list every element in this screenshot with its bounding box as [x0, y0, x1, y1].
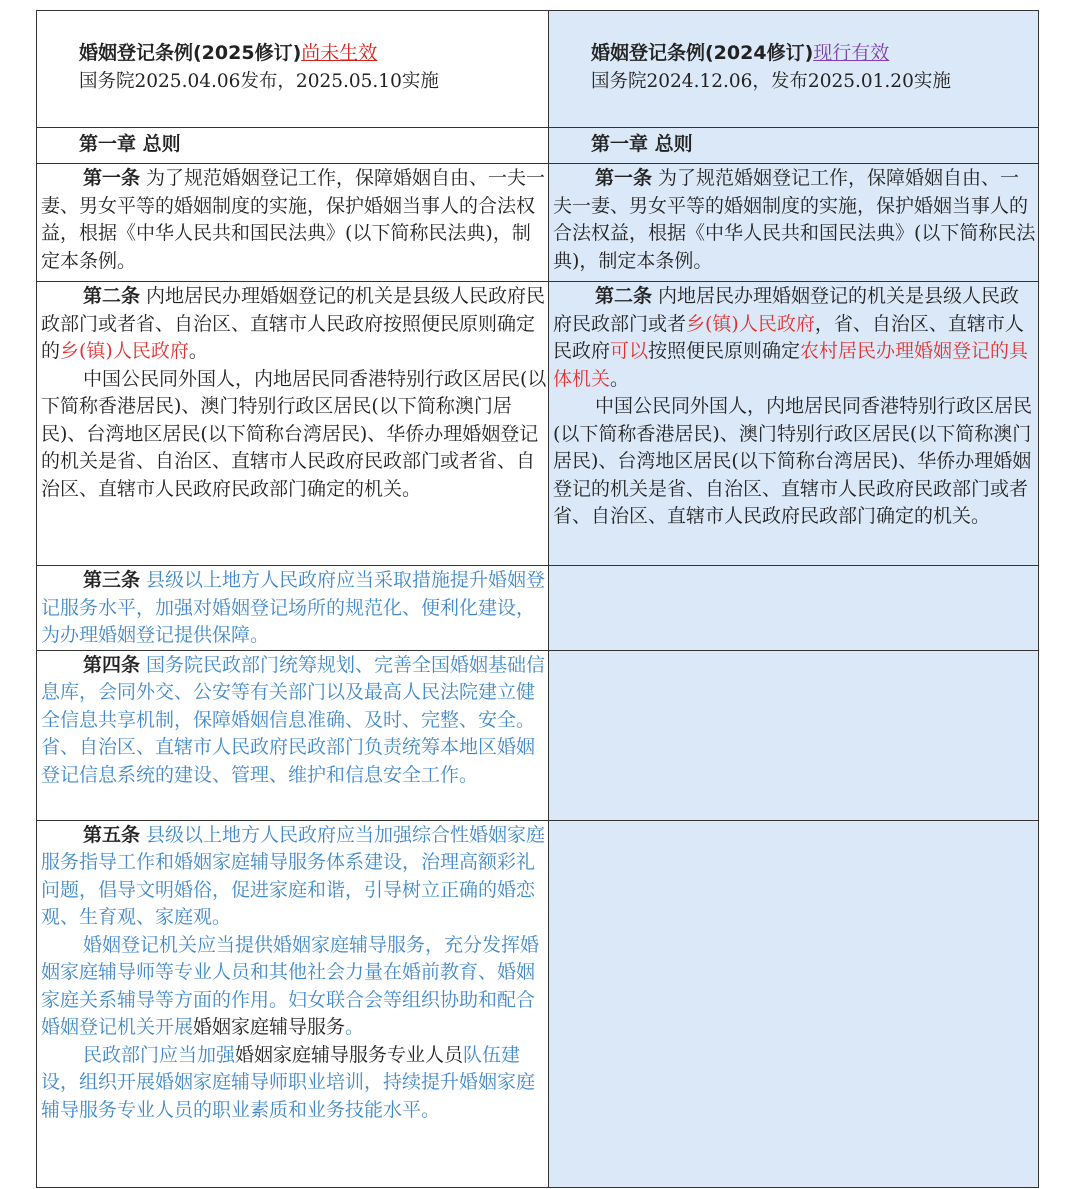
- article-2-current: [549, 282, 1039, 566]
- current-version-issued: 国务院2024.12.06，发布2025.01.20实施: [591, 71, 951, 92]
- added-text: 队伍建设，组织开展婚姻家庭辅导师职业培训，持续提升婚姻家庭辅导服务专业人员的职业素质和业务技能水平。: [41, 1043, 536, 1121]
- current-version-status: 现行有效: [813, 42, 890, 64]
- added-text: 县级以上地方人民政府应当采取措施提升婚姻登记服务水平，加强对婚姻登记场所的规范化、便利化建设，为办理婚姻登记提供保障。: [41, 569, 546, 646]
- chapter-row: [37, 128, 1039, 164]
- changed-text: 可以: [610, 340, 649, 362]
- current-version-title: 婚姻登记条例(2024修订): [591, 42, 814, 64]
- added-text: 。: [345, 1016, 365, 1038]
- article-label: 第二条: [595, 285, 653, 307]
- article-5-current-empty: [549, 820, 1039, 1187]
- comparison-table: [36, 10, 1039, 1188]
- article-2-row: [37, 282, 1039, 566]
- article-3-row: [37, 566, 1039, 651]
- current-version-title-line: [591, 39, 1038, 67]
- article-5-new-para-3: [41, 1042, 548, 1125]
- article-4-current-empty: [549, 650, 1039, 820]
- article-label: 第二条: [83, 285, 141, 307]
- added-text: 婚姻登记机关应当提供婚姻家庭辅导服务，充分发挥婚姻家庭辅导师等专业人员和其他社会力量在婚前教育、婚姻家庭关系辅导等方面的作用。妇女联合会等组织协助和配合婚姻登记机关开展: [41, 933, 540, 1038]
- changed-text: 乡(镇)人民政府: [686, 312, 815, 335]
- article-1-current: [549, 164, 1039, 282]
- article-2-new-para-1: [41, 283, 548, 366]
- changed-text: 乡(镇)人民政府: [60, 340, 189, 362]
- article-label: 第五条: [83, 823, 141, 846]
- article-text: 。: [188, 340, 208, 362]
- article-5-new-para-2: [41, 932, 548, 1042]
- article-4-new: [37, 650, 549, 820]
- new-version-issued: 国务院2025.04.06发布，2025.05.10实施: [79, 71, 439, 92]
- highlight-text: 婚姻家庭辅导服务专业人员: [235, 1043, 464, 1066]
- article-4-row: [37, 650, 1039, 820]
- chapter-current: 第一章 总则: [549, 128, 1039, 164]
- article-label: 第三条: [83, 569, 141, 591]
- article-5-row: [37, 820, 1039, 1187]
- article-3-new-para: [41, 567, 548, 650]
- added-text: 县级以上地方人民政府应当加强综合性婚姻家庭服务指导工作和婚姻家庭辅导服务体系建设，治理高额彩礼问题，倡导文明婚俗，促进家庭和谐，引导树立正确的婚恋观、生育观、家庭观。: [41, 823, 546, 928]
- article-text: 按照便民原则确定: [648, 340, 801, 362]
- article-2-current-para-1: [553, 283, 1038, 393]
- article-2-current-para-2: 中国公民同外国人，内地居民同香港特别行政区居民(以下简称香港居民)、澳门特别行政区居民(以下简称澳门居民)、台湾地区居民(以下简称台湾居民)、华侨办理婚姻登记的机关是省、自治区、直辖市人民政府民政部门或者省、自治区、直辖市人民政府民政部门确定的机关。: [553, 395, 1033, 527]
- article-1-row: [37, 164, 1039, 282]
- added-text: 国务院民政部门统筹规划、完善全国婚姻基础信息库，会同外交、公安等有关部门以及最高人民法院建立健全信息共享机制，保障婚姻信息准确、及时、完整、安全。省、自治区、直辖市人民政府民政部门负责统筹本地区婚姻登记信息系统的建设、管理、维护和信息安全工作。: [41, 653, 546, 786]
- article-1-current-para: [553, 165, 1038, 275]
- added-text: 民政部门应当加强: [83, 1043, 236, 1066]
- article-text: 内地居民办理婚姻登记的机关是县级人民政府民政部门或者省、自治区、直辖市人民政府按照便民原则确定的: [41, 285, 546, 362]
- header-new-version: [37, 11, 549, 128]
- article-3-current-empty: [549, 566, 1039, 651]
- article-5-new: [37, 820, 549, 1187]
- article-1-new-para: [41, 165, 548, 275]
- article-text: 内地居民办理婚姻登记的机关是县级人民政府民政部门或者: [553, 285, 1020, 335]
- highlight-text: 婚姻家庭辅导服务: [193, 1016, 346, 1038]
- article-label: 第一条: [83, 167, 141, 189]
- article-5-new-para-1: [41, 822, 548, 932]
- article-text: 为了规范婚姻登记工作，保障婚姻自由、一夫一妻、男女平等的婚姻制度的实施，保护婚姻当事人的合法权益，根据《中华人民共和国民法典》(以下简称民法典)，制定本条例。: [553, 167, 1036, 272]
- new-version-status: 尚未生效: [301, 42, 378, 64]
- article-2-new: [37, 282, 549, 566]
- header-row: [37, 11, 1039, 128]
- article-text: 。: [610, 367, 630, 390]
- new-version-title-line: [79, 39, 548, 67]
- changed-text: 农村居民办理婚姻登记的具体机关: [553, 340, 1029, 390]
- article-label: 第四条: [83, 653, 141, 676]
- article-text: ，省、自治区、直辖市人民政府: [553, 312, 1024, 362]
- chapter-new: 第一章 总则: [37, 128, 549, 164]
- article-label: 第一条: [595, 167, 653, 189]
- article-text: 为了规范婚姻登记工作，保障婚姻自由、一夫一妻、男女平等的婚姻制度的实施，保护婚姻当事人的合法权益，根据《中华人民共和国民法典》(以下简称民法典)，制定本条例。: [41, 167, 546, 272]
- new-version-title: 婚姻登记条例(2025修订): [79, 42, 302, 64]
- article-4-new-para: [41, 652, 548, 790]
- article-1-new: [37, 164, 549, 282]
- article-3-new: [37, 566, 549, 651]
- header-current-version: [549, 11, 1039, 128]
- article-2-new-para-2: 中国公民同外国人，内地居民同香港特别行政区居民(以下简称香港居民)、澳门特别行政区居民(以下简称澳门居民)、台湾地区居民(以下简称台湾居民)、华侨办理婚姻登记的机关是省、自治区、直辖市人民政府民政部门或者省、自治区、直辖市人民政府民政部门确定的机关。: [41, 367, 547, 500]
